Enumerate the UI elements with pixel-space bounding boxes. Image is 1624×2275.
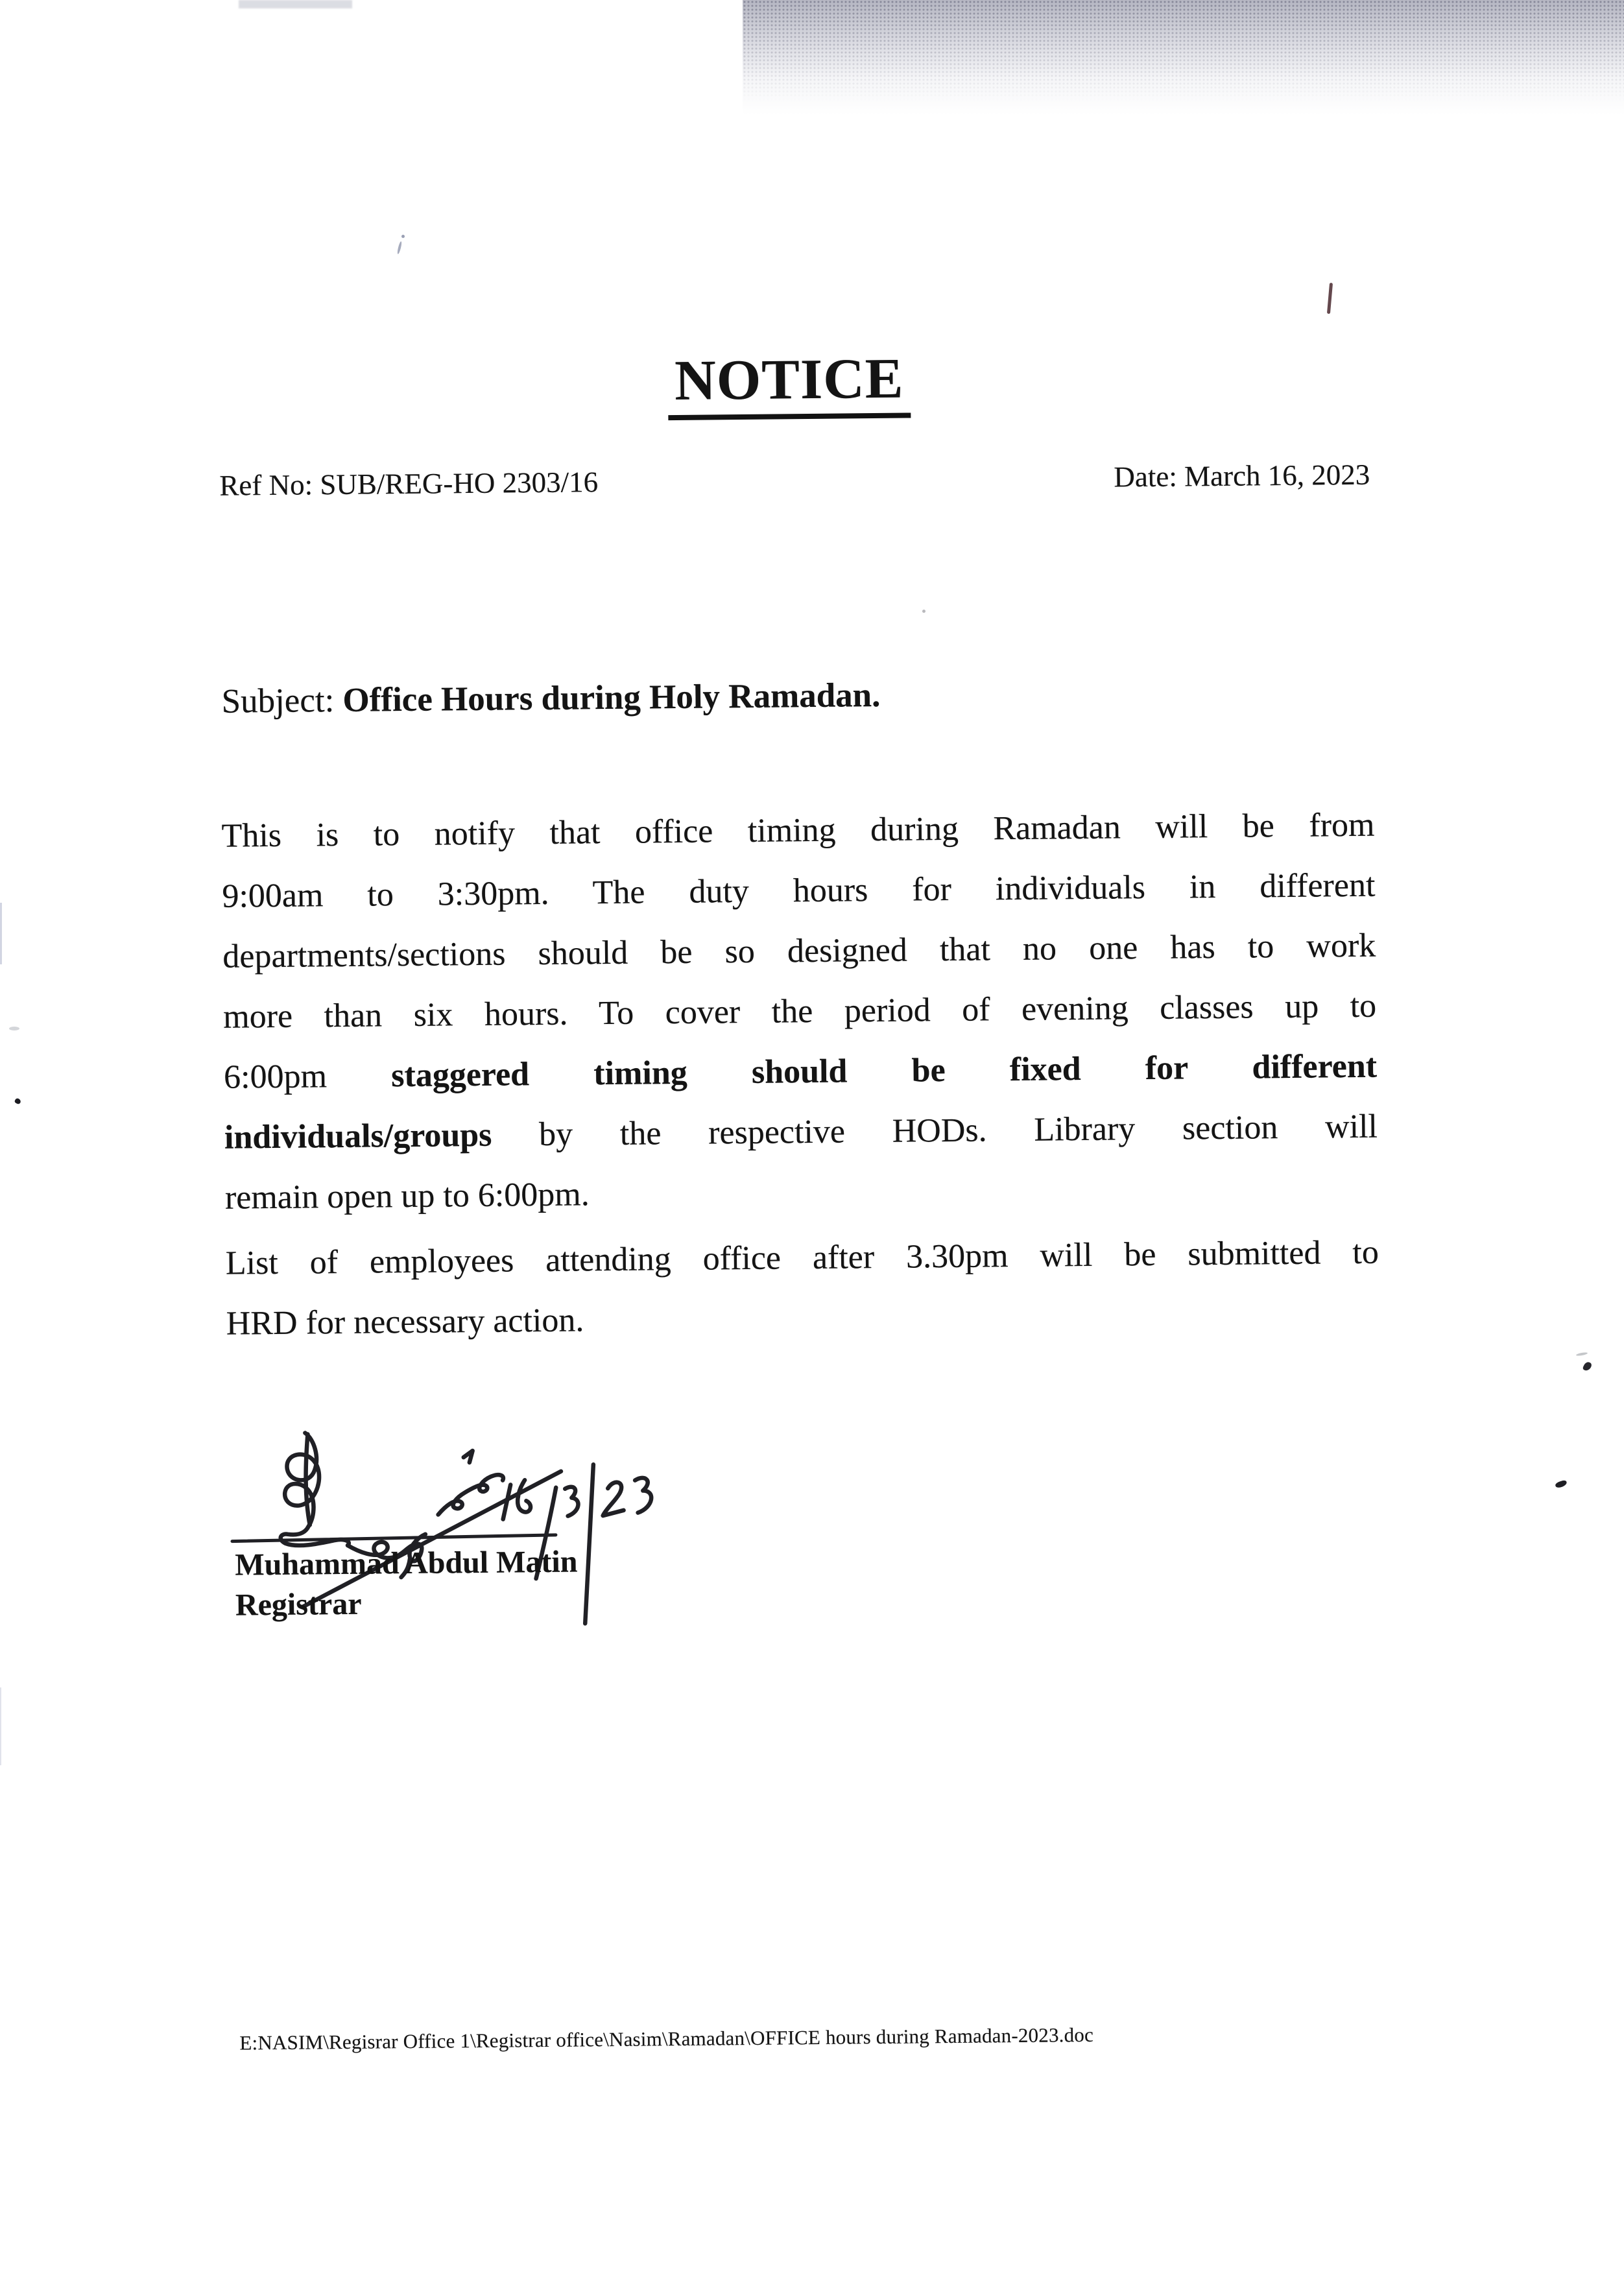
subject-text: Office Hours during Holy Ramadan. [342, 676, 881, 719]
body-line: individuals/groups by the respective HODs. Library section will [224, 1108, 1378, 1156]
signatory-block [235, 1542, 578, 1626]
body-line: This is to notify that office timing during Ramadan will be from [221, 806, 1375, 855]
subject-label: Subject: [221, 682, 335, 721]
body-line: 6:00pm staggered timing should be fixed for different [223, 1047, 1378, 1096]
body-line: HRD for necessary action. [226, 1302, 584, 1342]
footer-file-path: E:NASIM\Regisrar Office 1\Registrar office\Nasim\Ramadan\OFFICE hours during Ramadan-2023.doc [239, 2023, 1094, 2055]
body-line: List of employees attending office after 3.30pm will be submitted to [225, 1233, 1379, 1282]
meta-row [219, 457, 1370, 504]
signatory-role: Registrar [235, 1586, 362, 1623]
body-line: departments/sections should be so designed that no one has to work [222, 927, 1376, 975]
signatory-name: Muhammad Abdul Matin [235, 1544, 578, 1582]
date-label: Date: March 16, 2023 [1114, 458, 1370, 494]
page-title-row [0, 341, 1586, 427]
page-title: NOTICE [668, 348, 911, 420]
ref-number: Ref No: SUB/REG-HO 2303/16 [219, 466, 599, 502]
subject-line [221, 674, 880, 723]
body-line: remain open up to 6:00pm. [224, 1176, 590, 1217]
scan-artifact-edge-line [0, 1687, 1, 1765]
body-line: 9:00am to 3:30pm. The duty hours for individuals in different [222, 866, 1376, 915]
body-text [221, 795, 1379, 1354]
body-line: more than six hours. To cover the period of evening classes up to [222, 987, 1377, 1036]
